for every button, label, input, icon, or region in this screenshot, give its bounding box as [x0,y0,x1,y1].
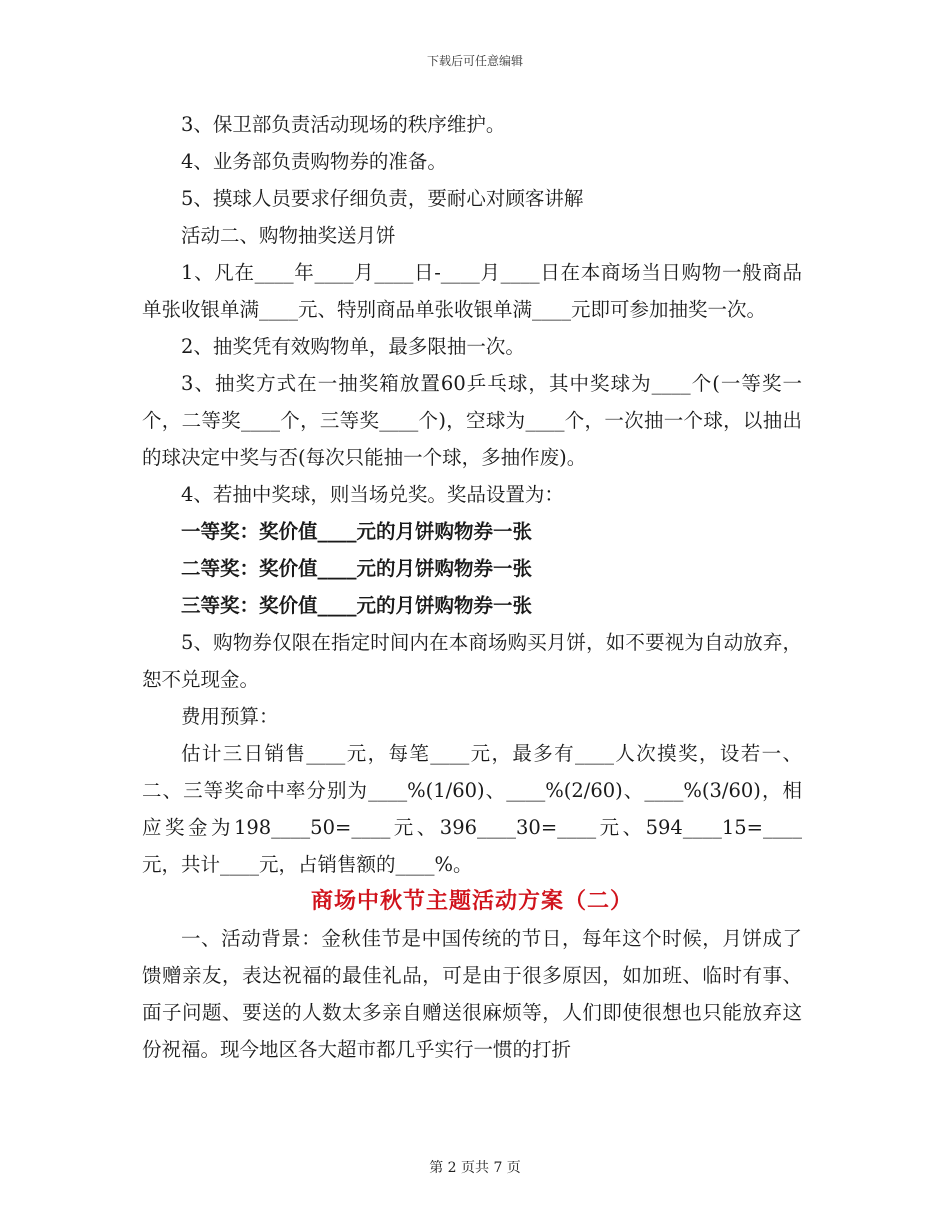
paragraph-ball-staff: 5、摸球人员要求仔细负责，要耐心对顾客讲解 [181,187,584,210]
section-heading-budget: 费用预算： [181,705,279,728]
page-header: 下载后可任意编辑 [426,54,523,68]
document-body [142,106,802,1068]
section-heading-activity-two: 活动二、购物抽奖送月饼 [181,224,396,247]
paragraph-prize-settings: 4、若抽中奖球，则当场兑奖。奖品设置为： [181,483,564,506]
prize-third: 三等奖：奖价值____元的月饼购物券一张 [181,594,533,617]
paragraph-lottery-limit: 2、抽奖凭有效购物单，最多限抽一次。 [181,335,525,358]
paragraph-security: 3、保卫部负责活动现场的秩序维护。 [181,113,506,136]
paragraph-business: 4、业务部负责购物券的准备。 [181,150,447,173]
page-footer: 第 2 页共 7 页 [429,1160,521,1176]
prize-first: 一等奖：奖价值____元的月饼购物券一张 [181,520,533,543]
paragraph-voucher-rule: 5、购物券仅限在指定时间内在本商场购买月饼，如不要视为自动放弃，恕不兑现金。 [142,631,802,691]
paragraph-background: 一、活动背景：金秋佳节是中国传统的节日，每年这个时候，月饼成了馈赠亲友，表达祝福的最佳礼品，可是由于很多原因，如加班、临时有事、面子问题、要送的人数太多亲自赠送很麻烦等，人们即使很想也只能放弃这份祝福。现今地区各大超市都几乎实行一惯的打折 [142,927,802,1061]
prize-second: 二等奖：奖价值____元的月饼购物券一张 [181,557,533,580]
document-title: 商场中秋节主题活动方案（二） [310,889,633,914]
paragraph-lottery-condition: 1、凡在____年____月____日-____月____日在本商场当日购物一般商品单张收银单满____元、特别商品单张收银单满____元即可参加抽奖一次。 [142,261,802,321]
paragraph-budget-estimate: 估计三日销售____元，每笔____元，最多有____人次摸奖，设若一、二、三等奖命中率分别为____%(1/60)、____%(2/60)、____%(3/60)，相应奖金为198____50=____元、396____30=____元、594____15=____元，共计____元，占销售额的____%。 [142,742,802,876]
paragraph-lottery-method: 3、抽奖方式在一抽奖箱放置60乒乓球，其中奖球为____个(一等奖一个，二等奖____个，三等奖____个)，空球为____个，一次抽一个球，以抽出的球决定中奖与否(每次只能抽一个球，多抽作废)。 [142,372,802,469]
